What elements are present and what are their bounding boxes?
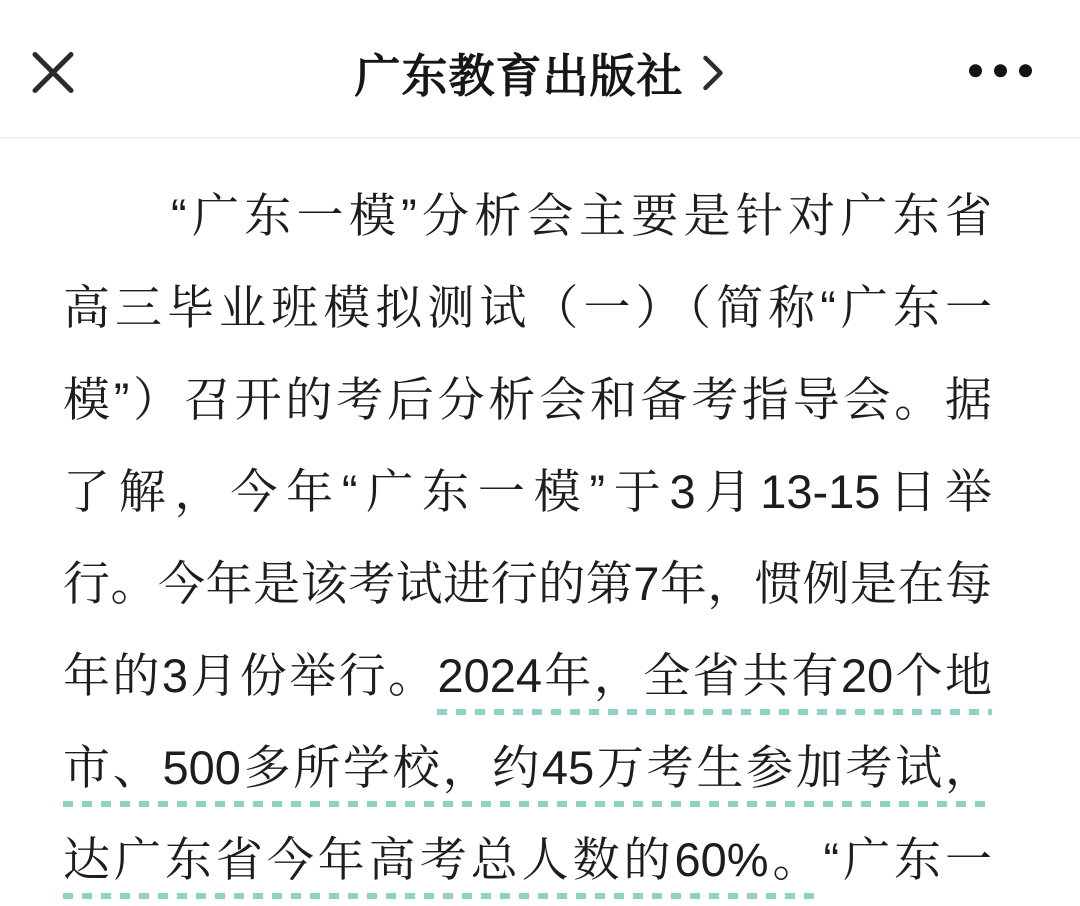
more-menu-button[interactable] (965, 56, 1036, 85)
text-segment: 高三毕业班模拟测试（一）（简称“广东一 (63, 281, 992, 334)
highlighted-text: 市、500多所学校，约45万考生参加考试， (63, 741, 992, 807)
article-line (63, 630, 992, 722)
chevron-right-icon (702, 51, 726, 93)
account-title-link[interactable] (355, 39, 726, 105)
ellipsis-icon (969, 64, 1032, 77)
text-segment: “广东一模”分析会主要是针对广东省 (171, 189, 992, 242)
article-line (63, 446, 992, 538)
article-line (63, 354, 992, 446)
text-segment: “广东一 (823, 833, 992, 886)
close-icon (30, 49, 76, 95)
highlighted-text: 2024年，全省共有20个地 (437, 649, 992, 715)
close-button[interactable] (24, 43, 82, 101)
header-bar (0, 0, 1080, 139)
article-body (0, 139, 1080, 906)
article-line (63, 722, 992, 814)
article-line (63, 814, 992, 906)
article-line (63, 170, 992, 262)
article-line (63, 262, 992, 354)
text-segment: 行。今年是该考试进行的第7年，惯例是在每 (63, 557, 992, 610)
page-title: 广东教育出版社 (354, 49, 684, 102)
article-line (63, 538, 992, 630)
text-segment: 模”）召开的考后分析会和备考指导会。据 (63, 373, 992, 426)
text-segment: 年的3月份举行。 (63, 649, 438, 702)
text-segment: 了解，今年“广东一模”于3月13-15日举 (63, 465, 992, 518)
highlighted-text: 达广东省今年高考总人数的60%。 (63, 833, 823, 899)
